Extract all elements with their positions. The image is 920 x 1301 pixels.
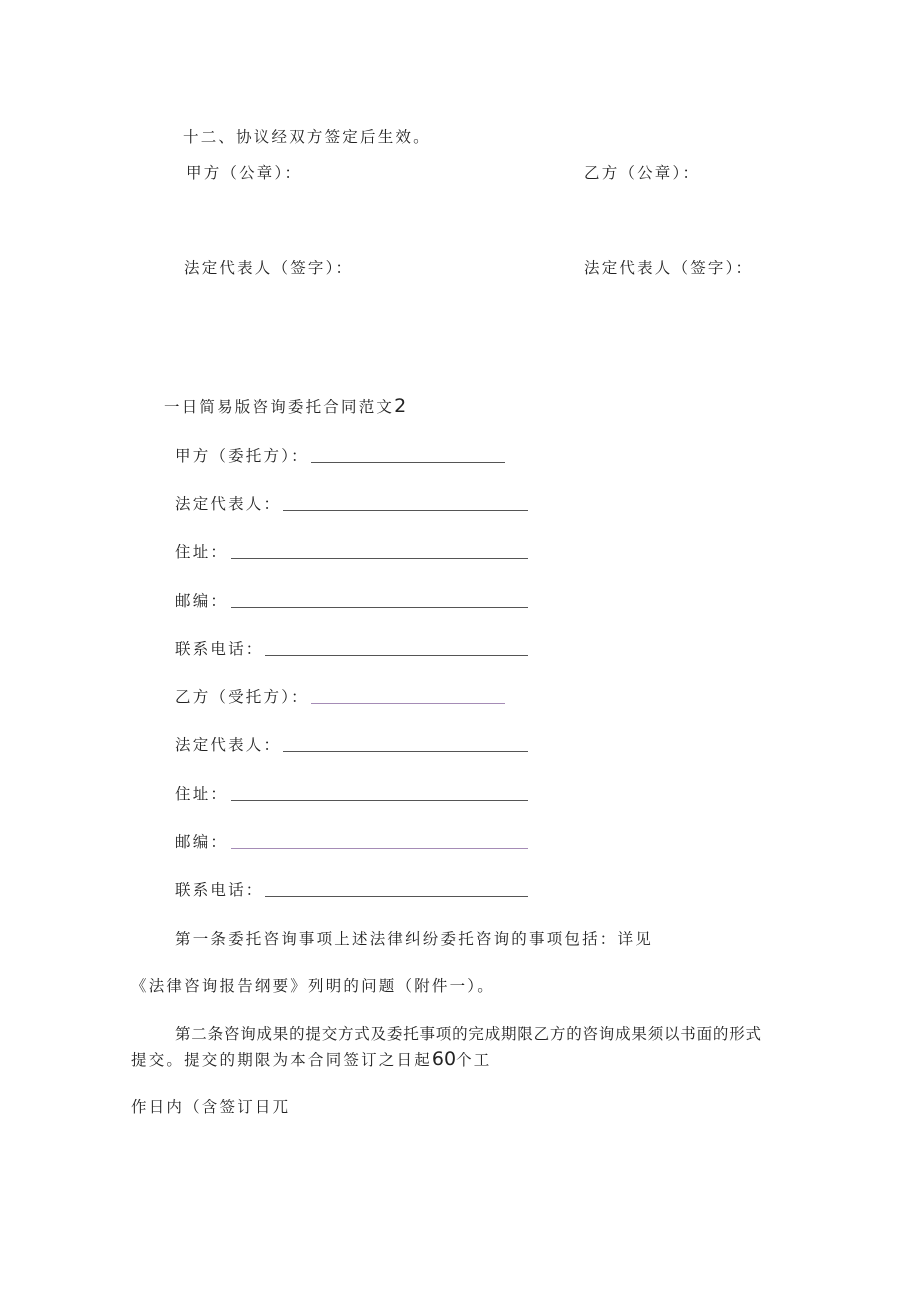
- party-b-seal-label: 乙方（公章）：: [584, 164, 701, 182]
- party-b-phone-blank[interactable]: [265, 896, 528, 897]
- party-b-phone-label: 联系电话：: [175, 881, 264, 899]
- party-a-rep-label: 法定代表人：: [175, 495, 282, 513]
- party-b-postcode-label: 邮编：: [175, 833, 229, 851]
- clause-12: 十二、协议经双方签定后生效。: [183, 128, 431, 146]
- party-a-name-blank[interactable]: [311, 462, 505, 463]
- article-2-days: 60: [431, 1048, 457, 1070]
- party-a-phone-label: 联系电话：: [175, 640, 264, 658]
- party-b-rep-label: 法定代表人：: [175, 736, 282, 754]
- party-b-name-blank[interactable]: [311, 703, 505, 704]
- party-a-postcode-label: 邮编：: [175, 592, 229, 610]
- party-a-address-blank[interactable]: [231, 558, 528, 559]
- party-a-phone-blank[interactable]: [265, 655, 528, 656]
- party-b-rep-signature-label: 法定代表人（签字）：: [584, 259, 754, 277]
- article-2-line-2: [131, 1049, 492, 1070]
- contract-title-text: 一日简易版咨询委托合同范文: [164, 398, 395, 416]
- party-b-rep-blank[interactable]: [283, 751, 528, 752]
- party-a-rep-signature-label: 法定代表人（签字）：: [184, 259, 354, 277]
- contract-title-number: 2: [394, 395, 407, 417]
- party-a-postcode-blank[interactable]: [231, 607, 528, 608]
- article-2-line-2-suffix: 个工: [456, 1051, 492, 1069]
- party-a-seal-label: 甲方（公章）：: [186, 164, 303, 182]
- article-2-line-1: 第二条咨询成果的提交方式及委托事项的完成期限乙方的咨询成果须以书面的形式: [175, 1025, 762, 1043]
- contract-title: [164, 396, 406, 417]
- party-b-postcode-blank[interactable]: [231, 848, 528, 849]
- party-b-address-blank[interactable]: [231, 800, 528, 801]
- party-a-address-label: 住址：: [175, 543, 229, 561]
- article-2-line-3: 作日内（含签订日兀: [131, 1098, 291, 1116]
- article-1-line-1: 第一条委托咨询事项上述法律纠纷委托咨询的事项包括：详见: [175, 930, 653, 948]
- party-b-label: 乙方（受托方）：: [175, 688, 309, 706]
- party-a-rep-blank[interactable]: [283, 510, 528, 511]
- party-a-label: 甲方（委托方）：: [175, 447, 309, 465]
- article-1-line-2: 《法律咨询报告纲要》列明的问题（附件一）。: [131, 977, 495, 995]
- party-b-address-label: 住址：: [175, 785, 229, 803]
- article-2-line-2-prefix: 提交。提交的期限为本合同签订之日起: [131, 1051, 432, 1069]
